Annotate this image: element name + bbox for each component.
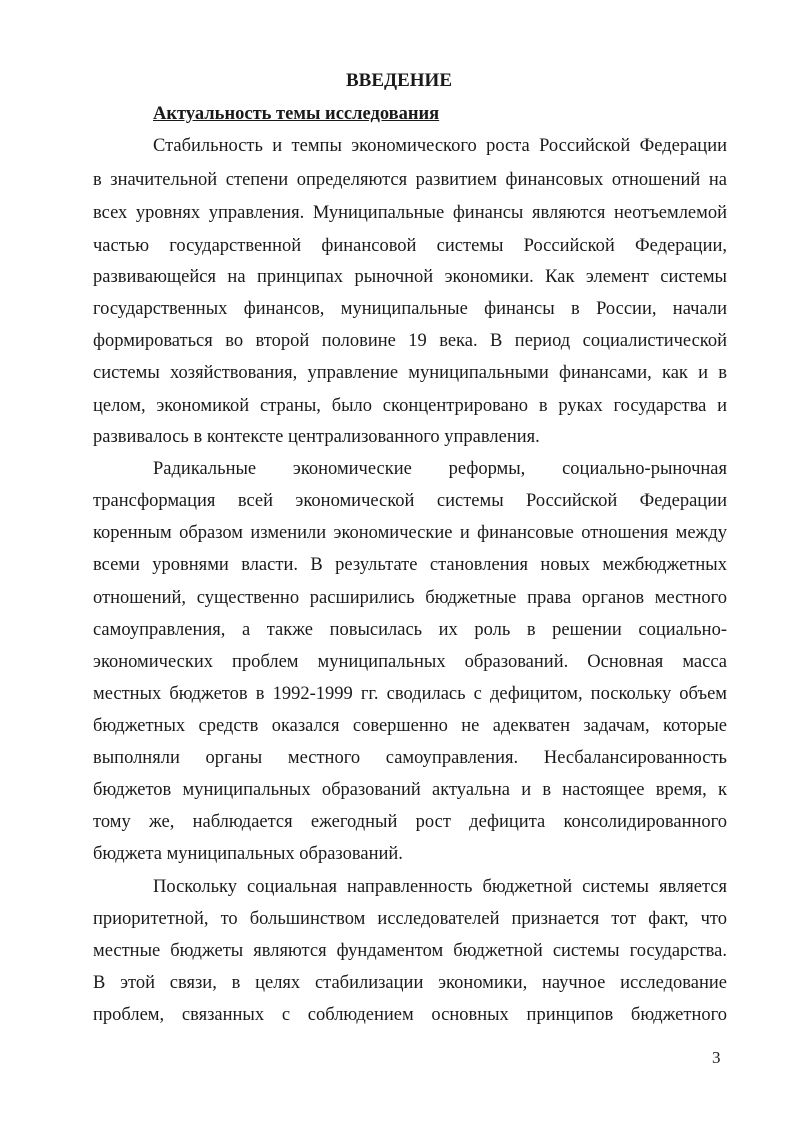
text-line: местные бюджеты являются фундаментом бюджетной системы государства. xyxy=(93,941,727,961)
text-line: тому же, наблюдается ежегодный рост дефицита консолидированного xyxy=(93,812,727,832)
text-line: развивающейся на принципах рыночной экономики. Как элемент системы xyxy=(93,267,727,287)
text-line: приоритетной, то большинством исследователей признается тот факт, что xyxy=(93,909,727,929)
text-line: местных бюджетов в 1992-1999 гг. сводилась с дефицитом, поскольку объем xyxy=(93,684,727,704)
text-line: частью государственной финансовой системы Российской Федерации, xyxy=(93,236,727,256)
text-line: бюджетных средств оказался совершенно не адекватен задачам, которые xyxy=(93,716,727,736)
text-line: трансформация всей экономической системы Российской Федерации xyxy=(93,491,727,511)
text-line: всеми уровнями власти. В результате становления новых межбюджетных xyxy=(93,555,727,575)
text-line: отношений, существенно расширились бюджетные права органов местного xyxy=(93,588,727,608)
section-heading: Актуальность темы исследования xyxy=(153,104,440,124)
text-line: коренным образом изменили экономические и финансовые отношения между xyxy=(93,523,727,543)
text-line: В этой связи, в целях стабилизации экономики, научное исследование xyxy=(93,973,727,993)
text-line: выполняли органы местного самоуправления. Несбалансированность xyxy=(93,748,727,768)
text-line: Стабильность и темпы экономического роста Российской Федерации xyxy=(153,136,727,156)
text-line: системы хозяйствования, управление муниципальными финансами, как и в xyxy=(93,363,727,383)
text-line: Поскольку социальная направленность бюджетной системы является xyxy=(153,877,727,897)
page-title: ВВЕДЕНИЕ xyxy=(346,70,452,91)
text-line: самоуправления, а также повысилась их роль в решении социально- xyxy=(93,620,727,640)
text-line: государственных финансов, муниципальные финансы в России, начали xyxy=(93,299,727,319)
text-line: формироваться во второй половине 19 века. В период социалистической xyxy=(93,331,727,351)
text-line: экономических проблем муниципальных образований. Основная масса xyxy=(93,652,727,672)
text-line: в значительной степени определяются развитием финансовых отношений на xyxy=(93,170,727,190)
text-line: Радикальные экономические реформы, социально-рыночная xyxy=(153,459,727,479)
text-line: бюджета муниципальных образований. xyxy=(93,844,403,864)
text-line: проблем, связанных с соблюдением основных принципов бюджетного xyxy=(93,1005,727,1025)
text-line: развивалось в контексте централизованного управления. xyxy=(93,427,540,447)
text-line: целом, экономикой страны, было сконцентрировано в руках государства и xyxy=(93,396,727,416)
page-number: 3 xyxy=(712,1048,721,1067)
text-line: всех уровнях управления. Муниципальные финансы являются неотъемлемой xyxy=(93,203,727,223)
text-line: бюджетов муниципальных образований актуальна и в настоящее время, к xyxy=(93,780,727,800)
